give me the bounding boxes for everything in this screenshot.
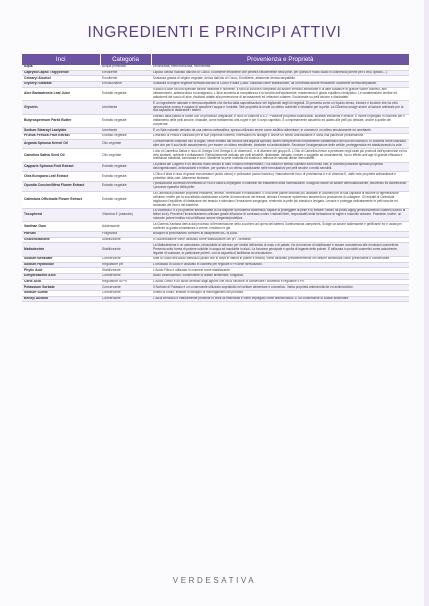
ingredient-category: Stabilizzante: [100, 268, 151, 274]
table-row: [22, 208, 409, 222]
ingredient-name: Maltodextrin: [22, 243, 100, 257]
ingredient-name: Argania Spinosa Kernel Oil: [22, 139, 100, 149]
ingredient-category: Estratto vegetale: [100, 87, 151, 101]
ingredient-description: Sostanza grassa di origine vegetale, deriva dall'olio di Cocco. Emolliente, altamente dermocompatibile.: [151, 76, 409, 82]
ingredient-name: Sodium Sulfite: [22, 291, 100, 297]
ingredient-description: È un Sale naturale derivato da una catena carbossilica; spesso utilizzato anche come additivo alimentare; in cosmesi è un ottimo emulsionante ed umettante.: [151, 128, 409, 134]
ingredient-category: Regolatore pH: [100, 262, 151, 268]
ingredient-name: Xanthan Gum: [22, 222, 100, 232]
ingredient-description: Estratto dalla pianta di Karitè con un processo artigianale, è ricco di vitamine A-E-F. Possiede proprietà cicatrizzanti, idratanti emollienti e lenitive. È inoltre impiegato in cosmesi per il trattamento delle pelli secche, rilassate, come trattamento anti-rughe e per il corpo capelluto. È completamente assorbito ed adatto alle pelli più delicate, anche a quelle del cuoperose.: [151, 114, 409, 128]
ingredients-table-wrapper: [22, 54, 409, 302]
ingredient-description: L'Olivo d'oliva è ricco di grassi monoinsaturi (acido oleico) e polinsaturi (acido linoleico). Naturalmente ricco di provitamina A e di vitamina E, dalle note proprietà antiossidanti e protettive della cute. Altamente idratante.: [151, 172, 409, 182]
ingredient-category: Stabilizzante: [100, 237, 151, 243]
ingredient-name: Glycerin: [22, 101, 100, 115]
ingredient-description: Bouquet di profumazioni conformi al disciplinare IBC di AIAB.: [151, 232, 409, 238]
ingredient-name: Opuntia Coccinellifera Flower Extract: [22, 181, 100, 191]
ingredient-category: Conservante: [100, 291, 151, 297]
header-inci: Inci: [22, 54, 100, 65]
ingredient-category: Estratto vegetale: [100, 181, 151, 191]
ingredient-category: Emolliente: [100, 76, 151, 82]
ingredient-name: Sodium Stearoyl Lactylate: [22, 128, 100, 134]
ingredient-name: Dehydroacetic Acid: [22, 273, 100, 279]
ingredient-category: Conservante: [100, 273, 151, 279]
ingredient-description: Comunemente chiamato olio di Argan, viene estratto dai noccioli dell'argania spinosa, albero sempreverde notoriamente caratteristico del sud del Marocco. In cosmesi viene utilizzato, oltre che per il suo facile assorbimento, per essere un ottimo emolliente, idratante ed antiossidante. Favorisce l'ossigenazione delle cellule, proteggendole ed elasticizzando la cute.: [151, 139, 409, 149]
ingredient-name: Parfum: [22, 232, 100, 238]
table-row: [22, 172, 409, 182]
ingredient-description: L'estratto di Pesca è utilizzato per le sue proprietà nutrienti, rinfrescanti ed antiage È anche un ottimo antiossidante e dona una piacevole profumazione.: [151, 133, 409, 139]
ingredient-name: Prunus Persica Fruit Extract: [22, 133, 100, 139]
ingredient-category: Umettante: [100, 101, 151, 115]
header-row: [22, 54, 409, 65]
ingredient-description: I polisaccaridi contenuti nell'estratto di Fico d'India si impiegano in cosmesi nei trattamenti della normalizzanti. Svolgono inoltre un'azione dermoaddolcente, favorendo ed accelerando i processi riparativi della pelle.: [151, 181, 409, 191]
table-row: [22, 162, 409, 172]
ingredient-name: Potassium Sorbate: [22, 285, 100, 291]
ingredient-name: Camelina Sativa Seed Oil: [22, 149, 100, 163]
ingredient-name: Phytic Acid: [22, 268, 100, 274]
ingredient-category: Emulsionante: [100, 82, 151, 88]
ingredient-description: Sale di Sodio dell'Acido Benzoico (acido che si trova in natura in piante e resina), viene utilizzato prevalentemente nel settore alimentare come preservante e conservante.: [151, 256, 409, 262]
table-header: [22, 54, 409, 65]
ingredient-name: Aloe Barbadensis Leaf Juice: [22, 87, 100, 101]
table-row: [22, 181, 409, 191]
ingredient-description: La Gomma Xantana deriva dal processo di fermentazione dello zucchero ad opera del batterio Xanthomonas campestris. Svolge un'azione addensante e gelificante ed è usata per conferire la giusta consistenza a creme, emulsioni e gel.: [151, 222, 409, 232]
ingredient-description: Il Gluconolattone viene utilizzato come stabilizzatore del pH - Idratante.: [151, 237, 409, 243]
ingredient-category: Addensante: [100, 222, 151, 232]
ingredient-category: Acqua purificata: [100, 65, 151, 70]
ingredient-description: La Maltodestrina è un carboidrato, idrosolubile al ottenuto per idrolisi dell'amido di mais o di patate. Ha la funzione di stabilizzare e dosare consistenza alle emulsioni cosmetiche. Presenta sotto forma di polvere solubile in acqua ed insolubile in alcol. La funzione principale è quella di legante delle polveri. È utilizzata in prodotti cosmetici come adsorbente, legante di sostanze, in particolare polveri, con la capacità di facilitarne la veicolazione.: [151, 243, 409, 257]
ingredient-description: Solfito di Sodio, inibisce lo sviluppo di microrganismi nel prodotto.: [151, 291, 409, 297]
ingredient-category: Vitamina E (naturale): [100, 208, 151, 222]
ingredient-category: Estratto vegetale: [100, 162, 151, 172]
ingredient-category: Umettante: [100, 128, 151, 134]
table-body: [22, 65, 409, 302]
table-row: [22, 139, 409, 149]
ingredient-name: Tocopherol: [22, 208, 100, 222]
ingredient-name: Citric Acid: [22, 279, 100, 285]
ingredient-description: L'Idrossido di Sodio è utilizzato in cosmesi per regolare il Ph delle formulazioni.: [151, 262, 409, 268]
ingredient-name: Butyrospermum Parkii Butter: [22, 114, 100, 128]
ingredient-category: Fragranza: [100, 232, 151, 238]
header-categoria: Categoria: [100, 54, 151, 65]
ingredient-name: Cetearyl Alcohol: [22, 76, 100, 82]
brand-footer: VERDESATIVA: [172, 576, 257, 585]
ingredient-name: Gluconolactone: [22, 237, 100, 243]
side-strip: [424, 0, 429, 606]
ingredient-name: Benzyl Alcohol: [22, 296, 100, 302]
ingredients-table: [22, 54, 409, 302]
ingredient-description: L'olio di Camelina Sativa è ricco di Omega 3 ed Omega 6, di vitamina E, e di vitamine del gruppo B. L'Olio di Camelina riesce a penetrare negli strati più profondi dell'epidermide ed ha virtù idratanti, nutrienti e rivitalizzanti. Particolarmente indicato per pelli sensibili, disidratate, delicate, mature o soggette ad arrossamenti, ha un effetto anti age di grande efficacia e restituisce elasticità, luminosità e tono. Mantiene la pelle morbida ed elastica e rafforza le naturali difese immunitarie.: [151, 149, 409, 163]
table-row: [22, 243, 409, 257]
ingredient-description: L'Acido Fitico è utilizzato in cosmesi come stabilizzante.: [151, 268, 409, 274]
ingredient-description: La Calendula possiede proprietà emollienti, lenitive, rinfrescanti e rivitalizzanti. È una delle piante officinali più utilizzate in cosmesi per la sua capacità di favorire la rigenerazione cellulare; inoltre per la sua attività cicatrizzante a livello di microcircolo dei tessuti, stimola il turnover epidermico favorendo la produzione di collagene. Gli estratti di Calendula migliorano l'equilibrio di idratazione del tessuto e stimolano l'irrorazione sanguigna, rendendo la pelle più elastica e levigata. Lenisce e protegge delicatamente le pelli secche ed arrossate del viso e del bambino.: [151, 191, 409, 208]
ingredient-category: Estratto vegetale: [100, 191, 151, 208]
ingredient-category: Regolatore di Ph: [100, 279, 151, 285]
ingredient-name: Aqua: [22, 65, 100, 70]
table-row: [22, 191, 409, 208]
ingredient-description: Sostanza di origine vegetale derivata dall'olio di Cocco e dalla Colza. Utilizzato come stabilizzante, ha un'elevata azione emolliente. Altamente dermocompatibile.: [151, 82, 409, 88]
ingredient-description: Il succo d'Aloe ha una speciale azione idratante e nutriente, il ricco di zuccheri complessi ad azione immuno-stimolante e di altre sostanze di grande valore nutritivo, anti infiammatorio, antimicrobico ed analgesico. L'Aloe aumenta la compattezza e la tonicità dell'epidermide, mantenendo il giusto equilibrio idrolipidico. Le caratteristiche lenitive ed addolcenti del succo di aloe, risultano adatte alla prevenzione di arrossamenti ed irritazioni cutanee. Ecolzionale su pelli secche e disidratate.: [151, 87, 409, 101]
ingredient-description: Liquido oleoso ricavato dall'olio di Cocco. Eccellente emolliente che penetra velocemente nella pelle, per questo è molto usato in cosmetica (creme per il viso, lipstick,...).: [151, 70, 409, 76]
ingredient-name: Sodium Benzoate: [22, 256, 100, 262]
ingredient-description: Acido Deidroacetico: conservante di classe alimentare, fungicida.: [151, 273, 409, 279]
table-row: [22, 87, 409, 101]
ingredient-category: Conservante: [100, 256, 151, 262]
table-row: [22, 222, 409, 232]
ingredient-category: Stabilizzante: [100, 243, 151, 257]
ingredient-name: Sodium Hydroxide: [22, 262, 100, 268]
ingredient-category: Olio vegetale: [100, 139, 151, 149]
ingredient-description: La Vitamina E è il più potente antiossidante di cui dispone la moderna cosmetica; capace di proteggere la pelle e di limitare i danni da photo-aging (invecchiamento cutaneo dovuto ai fattori luce). Previene l'invecchiamento cellulare grazie all'azione di contrasto contro i radicali liberi, responsabili della formazione di rughe e macchie cutanee. Possiede, inoltre, un notevole potere lenitivo ed un'efficace azione rilegante/protettiva.: [151, 208, 409, 222]
ingredient-name: Olea Europaea Leaf Extract: [22, 172, 100, 182]
ingredient-name: Glyceryl Stearate: [22, 82, 100, 88]
ingredient-category: Conservante: [100, 296, 151, 302]
table-row: [22, 149, 409, 163]
ingredient-category: Emolliente: [100, 70, 151, 76]
ingredient-description: L'Acido Citrico è un acido derivato dagli agrumi che ha la funzione di conservare i cosmetici e regolarne il Ph.: [151, 279, 409, 285]
table-row: [22, 101, 409, 115]
page-title: INGREDIENTI E PRINCIPI ATTIVI: [87, 24, 342, 41]
ingredient-name: Capparis Spinosa Fruit Extract: [22, 162, 100, 172]
ingredient-description: Deionizzata, elettroionizzata, microfiltrata.: [151, 65, 409, 70]
ingredient-name: Calendula Officinalis Flower Extract: [22, 191, 100, 208]
ingredient-description: Il Sorbato di Potassio è un conservante utilizzato soprattutto nel settore alimentare e cosmetico. Vanta proprietà antimicrobiche ed antimicotiche.: [151, 285, 409, 291]
ingredient-category: Estratto vegetale: [100, 133, 151, 139]
header-provenienza: Provenienza e Proprietà: [151, 54, 409, 65]
ingredient-description: La pianta del Cappero è un arbusto molto diffuso in tutto il bacino mediterraneo, i cui utilizzi in ambito culinario sono molto noti; in cosmesi possiede speciali proprietà decongestionanti, antiossidanti e lenitive, per questo è un ottimo coadiuvante nelle formulazioni per pelli secche o molto sensibili.: [151, 162, 409, 172]
ingredient-description: L'Alcol Benzilico è naturalmente presente in molti oli essenziali e viene impiegato come antimicrobico. È un conservante di classe alimentare.: [151, 296, 409, 302]
ingredient-category: Olio vegetale: [100, 149, 151, 163]
ingredient-name: Caprylic/Capric Triglyceride: [22, 70, 100, 76]
table-row: [22, 114, 409, 128]
ingredient-category: Estratto vegetale: [100, 172, 151, 182]
ingredient-category: Conservante: [100, 285, 151, 291]
table-row: [22, 296, 409, 302]
ingredient-description: È un ingrediente naturale e dermocompatibile che deriva dalla saponificazione dei trigliceridi degli oli vegetali. Si presenta come un liquido denso, inodore e incolore che ha virtù igroscopiche ovvero è capace di assorbire l'acqua e l'umidità. Tale proprietà la rende un ottimo nutriente e idratante per la pelle. La Glicerina svolge anche un'azione antivirale per la sua capacità di disidratare i batteri.: [151, 101, 409, 115]
ingredient-category: Estratto vegetale: [100, 114, 151, 128]
